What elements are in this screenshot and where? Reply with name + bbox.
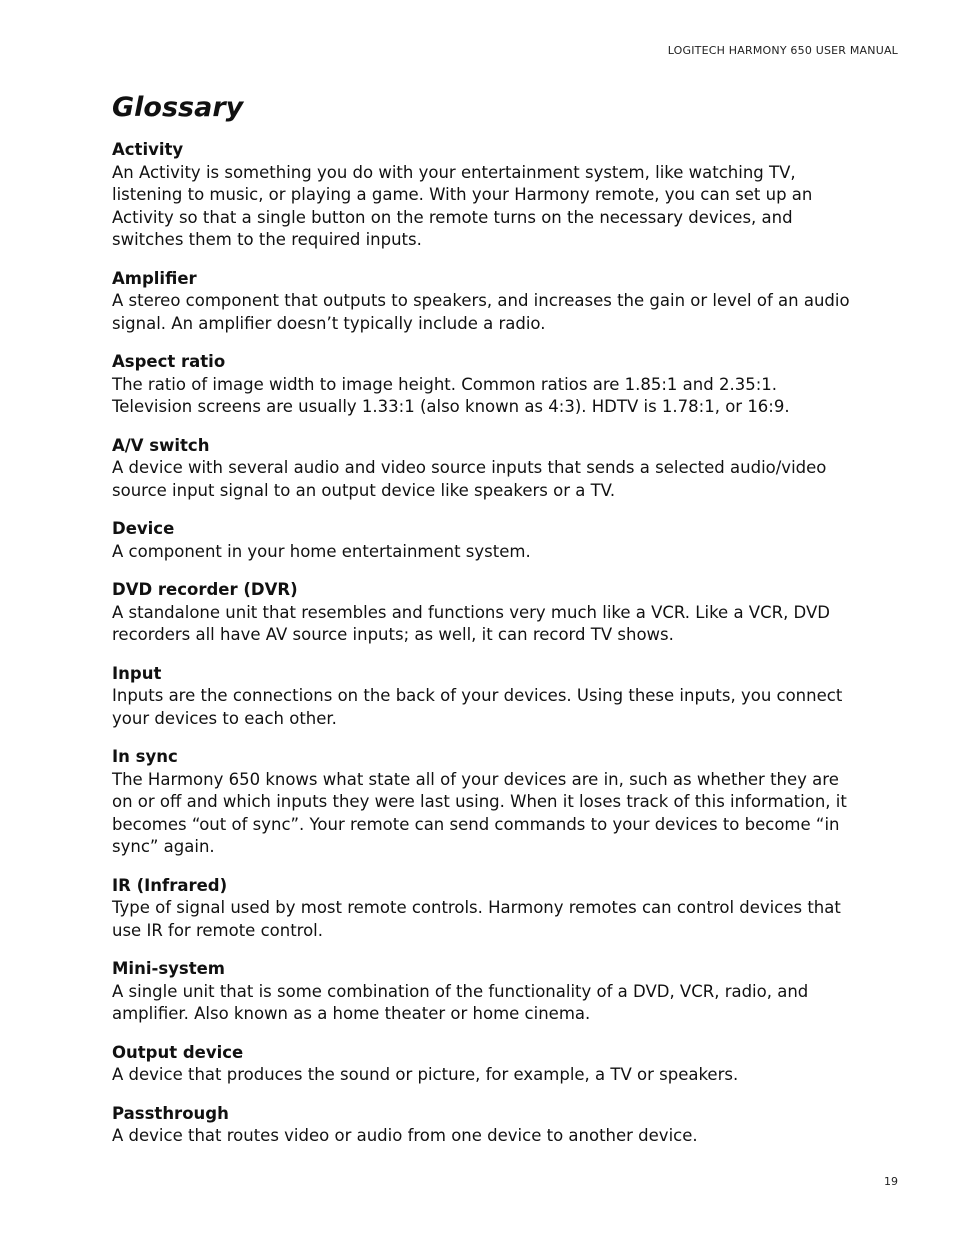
page-number: 19 [884, 1175, 898, 1188]
glossary-definition: A single unit that is some combination of the functionality of a DVD, VCR, radio, and amplifier. Also known as a home theater or home cinema. [112, 981, 809, 1023]
glossary-term: Aspect ratio [112, 352, 226, 371]
glossary-definition: A device that routes video or audio from one device to another device. [112, 1126, 698, 1145]
glossary-entry-output-device [112, 1042, 852, 1087]
glossary-list [112, 139, 852, 1164]
glossary-term: Device [112, 519, 175, 538]
page-title: Glossary [112, 92, 244, 123]
glossary-term: Activity [112, 140, 184, 159]
glossary-entry-dvd-recorder [112, 579, 852, 647]
glossary-term: DVD recorder (DVR) [112, 580, 298, 599]
glossary-definition: The Harmony 650 knows what state all of your devices are in, such as whether they are on or off and which inputs they were last using. When it loses track of this information, it becomes “out of sync”. Your remote can send commands to your devices to become “in sync” again. [112, 769, 847, 856]
glossary-definition: The ratio of image width to image height. Common ratios are 1.85:1 and 2.35:1. Television screens are usually 1.33:1 (also known as 4:3). HDTV is 1.78:1, or 16:9. [112, 374, 790, 416]
glossary-term: IR (Infrared) [112, 875, 228, 895]
glossary-definition: Type of signal used by most remote controls. Harmony remotes can control devices that use IR for remote control. [112, 898, 841, 940]
glossary-entry-in-sync [112, 746, 852, 859]
glossary-term: Input [112, 663, 162, 683]
glossary-entry-aspect-ratio [112, 351, 852, 419]
glossary-definition: A device that produces the sound or picture, for example, a TV or speakers. [112, 1065, 739, 1084]
glossary-term: Passthrough [112, 1103, 229, 1123]
glossary-definition: An Activity is something you do with your entertainment system, like watching TV, listening to music, or playing a game. With your Harmony remote, you can set up an Activity so that a single button on the remote turns on the necessary devices, and switches them to the required inputs. [112, 162, 813, 249]
glossary-entry-activity [112, 139, 852, 252]
glossary-definition: A stereo component that outputs to speakers, and increases the gain or level of an audio signal. An amplifier doesn’t typically include a radio. [112, 291, 850, 333]
glossary-term: Output device [112, 1042, 244, 1062]
glossary-entry-ir-infrared [112, 875, 852, 943]
glossary-entry-device [112, 518, 852, 563]
glossary-definition: A component in your home entertainment system. [112, 541, 531, 561]
glossary-entry-amplifier [112, 268, 852, 336]
glossary-term: Amplifier [112, 268, 197, 288]
glossary-entry-mini-system [112, 958, 852, 1026]
glossary-entry-av-switch [112, 435, 852, 503]
glossary-term: In sync [112, 747, 178, 766]
glossary-definition: A device with several audio and video source inputs that sends a selected audio/video source input signal to an output device like speakers or a TV. [112, 458, 827, 500]
glossary-term: A/V switch [112, 435, 210, 455]
glossary-term: Mini-system [112, 959, 225, 978]
glossary-definition: Inputs are the connections on the back of your devices. Using these inputs, you connect your devices to each other. [112, 686, 843, 728]
glossary-definition: A standalone unit that resembles and functions very much like a VCR. Like a VCR, DVD recorders all have AV source inputs; as well, it can record TV shows. [112, 602, 830, 644]
running-header: LOGITECH HARMONY 650 USER MANUAL [667, 44, 898, 57]
glossary-entry-input [112, 663, 852, 731]
glossary-entry-passthrough [112, 1103, 852, 1148]
